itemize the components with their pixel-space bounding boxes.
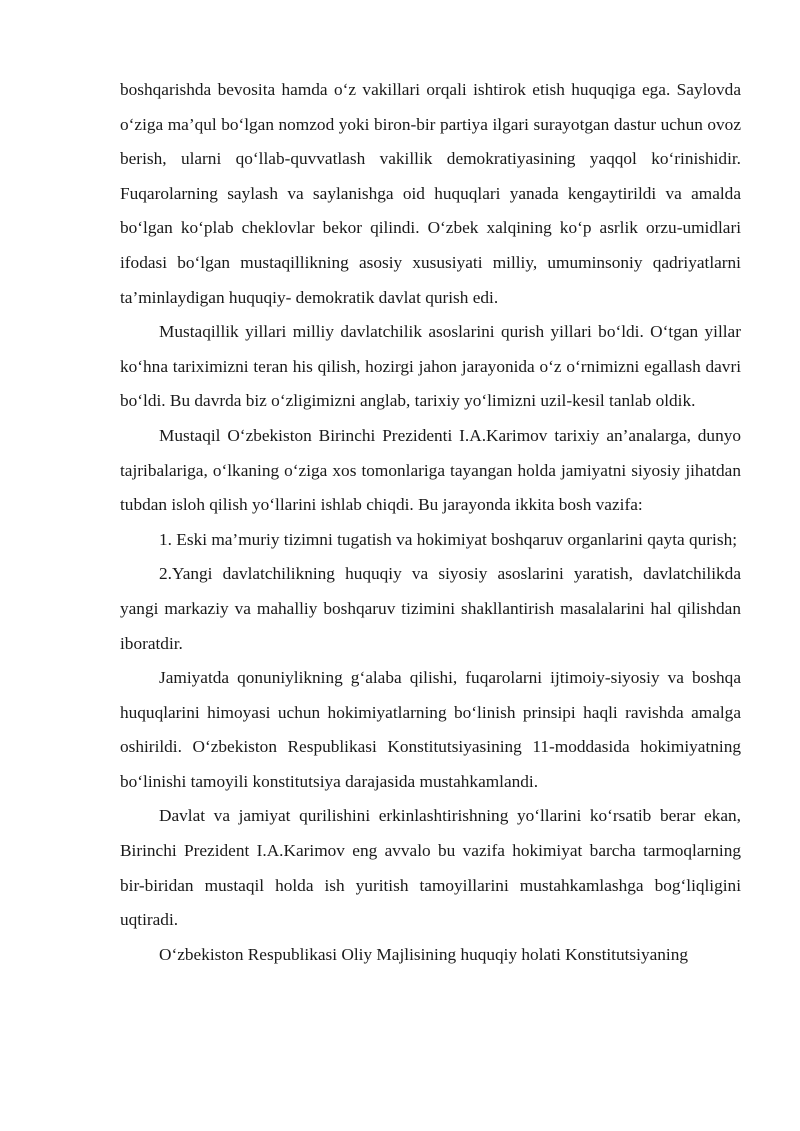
list-item-task-1: 1. Eski ma’muriy tizimni tugatish va hokimiyat boshqaruv organlarini qayta qurish; xyxy=(159,529,738,549)
list-item-task-2: 2.Yangi davlatchilikning huquqiy va siyosiy asoslarini yaratish, davlatchilikda yangi markaziy va mahalliy boshqaruv tizimini shakllantirish masalalarini hal qilishdan iboratdir. xyxy=(120,564,741,653)
document-body xyxy=(120,73,741,972)
paragraph-oliy-majlis: O‘zbekiston Respublikasi Oliy Majlisining huquqiy holati Konstitutsiyaning xyxy=(159,944,688,964)
paragraph-liberalization: Davlat va jamiyat qurilishini erkinlashtirishning yo‘llarini ko‘rsatib berar ekan, Birinchi Prezident I.A.Karimov eng avvalo bu vazifa hokimiyat barcha tarmoqlarning bir-biridan mustaqil holda ish yuritish tamoyillarini mustahkamlashga bog‘liqligini uqtiradi. xyxy=(120,806,741,930)
paragraph-reform-paths: Mustaqil O‘zbekiston Birinchi Prezidenti I.A.Karimov tarixiy an’analarga, dunyo tajribalariga, o‘lkaning o‘ziga xos tomonlariga tayangan holda jamiyatni siyosiy jihatdan tubdan isloh qilish yo‘llarini ishlab chiqdi. Bu jarayonda ikkita bosh vazifa: xyxy=(120,425,741,515)
paragraph-independence-years: Mustaqillik yillari milliy davlatchilik asoslarini qurish yillari bo‘ldi. O‘tgan yillar ko‘hna tariximizni teran his qilish, hozirgi jahon jarayonida o‘z o‘rnimizni egallash davri bo‘ldi. Bu davrda biz o‘zligimizni anglab, tarixiy yo‘limizni uzil-kesil tanlab oldik. xyxy=(120,322,741,411)
paragraph-separation-of-powers: Jamiyatda qonuniylikning g‘alaba qilishi, fuqarolarni ijtimoiy-siyosiy va boshqa huquqlarini himoyasi uchun hokimiyatlarning bo‘linish prinsipi haqli ravishda amalga oshirildi. O‘zbekiston Respublikasi Konstitutsiyasining 11-moddasida hokimiyatning bo‘linishi tamoyili konstitutsiya darajasida mustahkamlandi. xyxy=(120,668,741,791)
paragraph-voting-rights: boshqarishda bevosita hamda o‘z vakillari orqali ishtirok etish huquqiga ega. Saylovda o‘ziga ma’qul bo‘lgan nomzod yoki biron-bir partiya ilgari surayotgan dastur uchun ovoz berish, ularni qo‘llab-quvvatlash vakillik demokratiyasining yaqqol ko‘rinishidir. Fuqarolarning saylash va saylanishga oid huquqlari yanada kengaytirildi va amalda bo‘lgan ko‘plab cheklovlar bekor qilindi. O‘zbek xalqining ko‘p asrlik orzu-umidlari ifodasi bo‘lgan mustaqillikning asosiy xususiyati milliy, umuminsoniy qadriyatlarni ta’minlaydigan huquqiy- demokratik davlat qurish edi. xyxy=(120,80,741,307)
